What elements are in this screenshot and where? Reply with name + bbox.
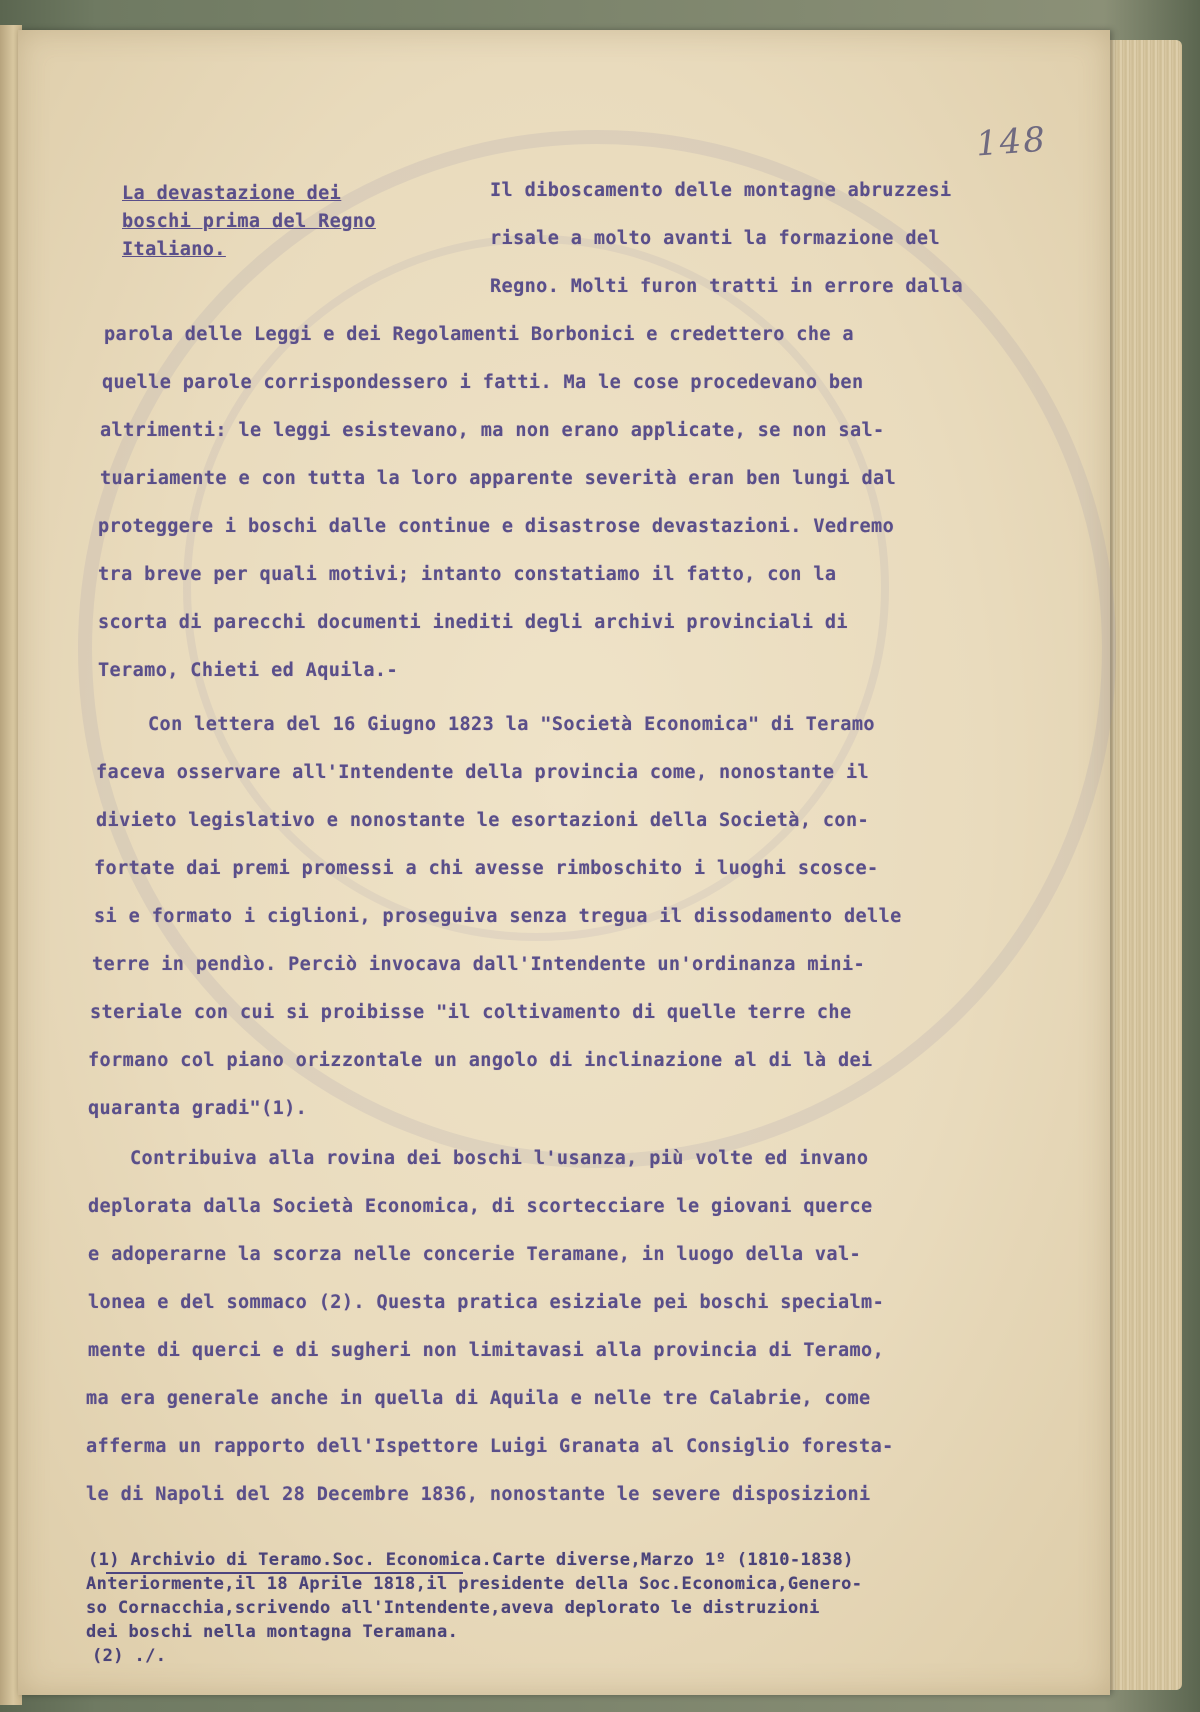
body-line: deplorata dalla Società Economica, di scortecciare le giovani querce (88, 1196, 873, 1217)
body-line: faceva osservare all'Intendente della provincia come, nonostante il (96, 762, 870, 783)
body-line: tuariamente e con tutta la loro apparente severità eran ben lungi dal (100, 468, 897, 489)
body-line: Teramo, Chieti ed Aquila.- (98, 660, 398, 681)
footnote-line: Anteriormente,il 18 Aprile 1818,il presidente della Soc.Economica,Genero- (86, 1574, 863, 1594)
body-line: si e formato i ciglioni, proseguiva senza tregua il dissodamento delle (94, 906, 902, 927)
body-line: parola delle Leggi e dei Regolamenti Borbonici e credettero che a (104, 324, 854, 345)
document-page (18, 30, 1110, 1695)
footnote-line: (2) ./. (92, 1646, 167, 1666)
body-line: divieto legislativo e nonostante le esortazioni della Società, con- (96, 810, 870, 831)
footnote-line: dei boschi nella montagna Teramana. (86, 1622, 459, 1642)
body-line: quelle parole corrispondessero i fatti. Ma le cose procedevano ben (102, 372, 864, 393)
footnote-line: so Cornacchia,scrivendo all'Intendente,aveva deplorato le distruzioni (86, 1598, 820, 1618)
body-line: altrimenti: le leggi esistevano, ma non erano applicate, se non sal- (100, 420, 885, 441)
body-line: ma era generale anche in quella di Aquila e nelle tre Calabrie, come (86, 1388, 871, 1409)
body-line: risale a molto avanti la formazione del (490, 228, 940, 249)
body-line: tra breve per quali motivi; intanto constatiamo il fatto, con la (98, 564, 837, 585)
body-line: e adoperarne la scorza nelle concerie Teramane, in luogo della val- (88, 1244, 862, 1265)
body-line: steriale con cui si proibisse "il coltivamento di quelle terre che (90, 1002, 852, 1023)
body-line: terre in pendìo. Perciò invocava dall'Intendente un'ordinanza mini- (92, 954, 866, 975)
body-line: scorta di parecchi documenti inediti degli archivi provinciali di (98, 612, 848, 633)
body-line: Regno. Molti furon tratti in errore dalla (490, 276, 964, 297)
body-line: formano col piano orizzontale un angolo di inclinazione al di là dei (88, 1050, 873, 1071)
footnote-line: (1) Archivio di Teramo.Soc. Economica.Carte diverse,Marzo 1º (1810-1838) (88, 1550, 854, 1570)
body-line: Contribuiva alla rovina dei boschi l'usanza, più volte ed invano (130, 1148, 869, 1169)
page-number: 148 (974, 119, 1049, 165)
section-heading: La devastazione dei boschi prima del Regno Italiano. (122, 183, 376, 260)
body-line: afferma un rapporto dell'Ispettore Luigi Granata al Consiglio foresta- (86, 1436, 894, 1457)
body-line: Con lettera del 16 Giugno 1823 la "Società Economica" di Teramo (148, 714, 875, 735)
page-edges (1102, 40, 1182, 1690)
body-line: quaranta gradi"(1). (88, 1098, 308, 1119)
body-line: Il diboscamento delle montagne abruzzesi (490, 180, 952, 201)
body-line: mente di querci e di sugheri non limitavasi alla provincia di Teramo, (88, 1340, 885, 1361)
body-line: fortate dai premi promessi a chi avesse rimboschito i luoghi scosce- (94, 858, 879, 879)
body-line: le di Napoli del 28 Decembre 1836, nonostante le severe disposizioni (86, 1484, 871, 1505)
body-line: lonea e del sommaco (2). Questa pratica esiziale pei boschi specialm- (88, 1292, 885, 1313)
body-line: proteggere i boschi dalle continue e disastrose devastazioni. Vedremo (98, 516, 895, 537)
